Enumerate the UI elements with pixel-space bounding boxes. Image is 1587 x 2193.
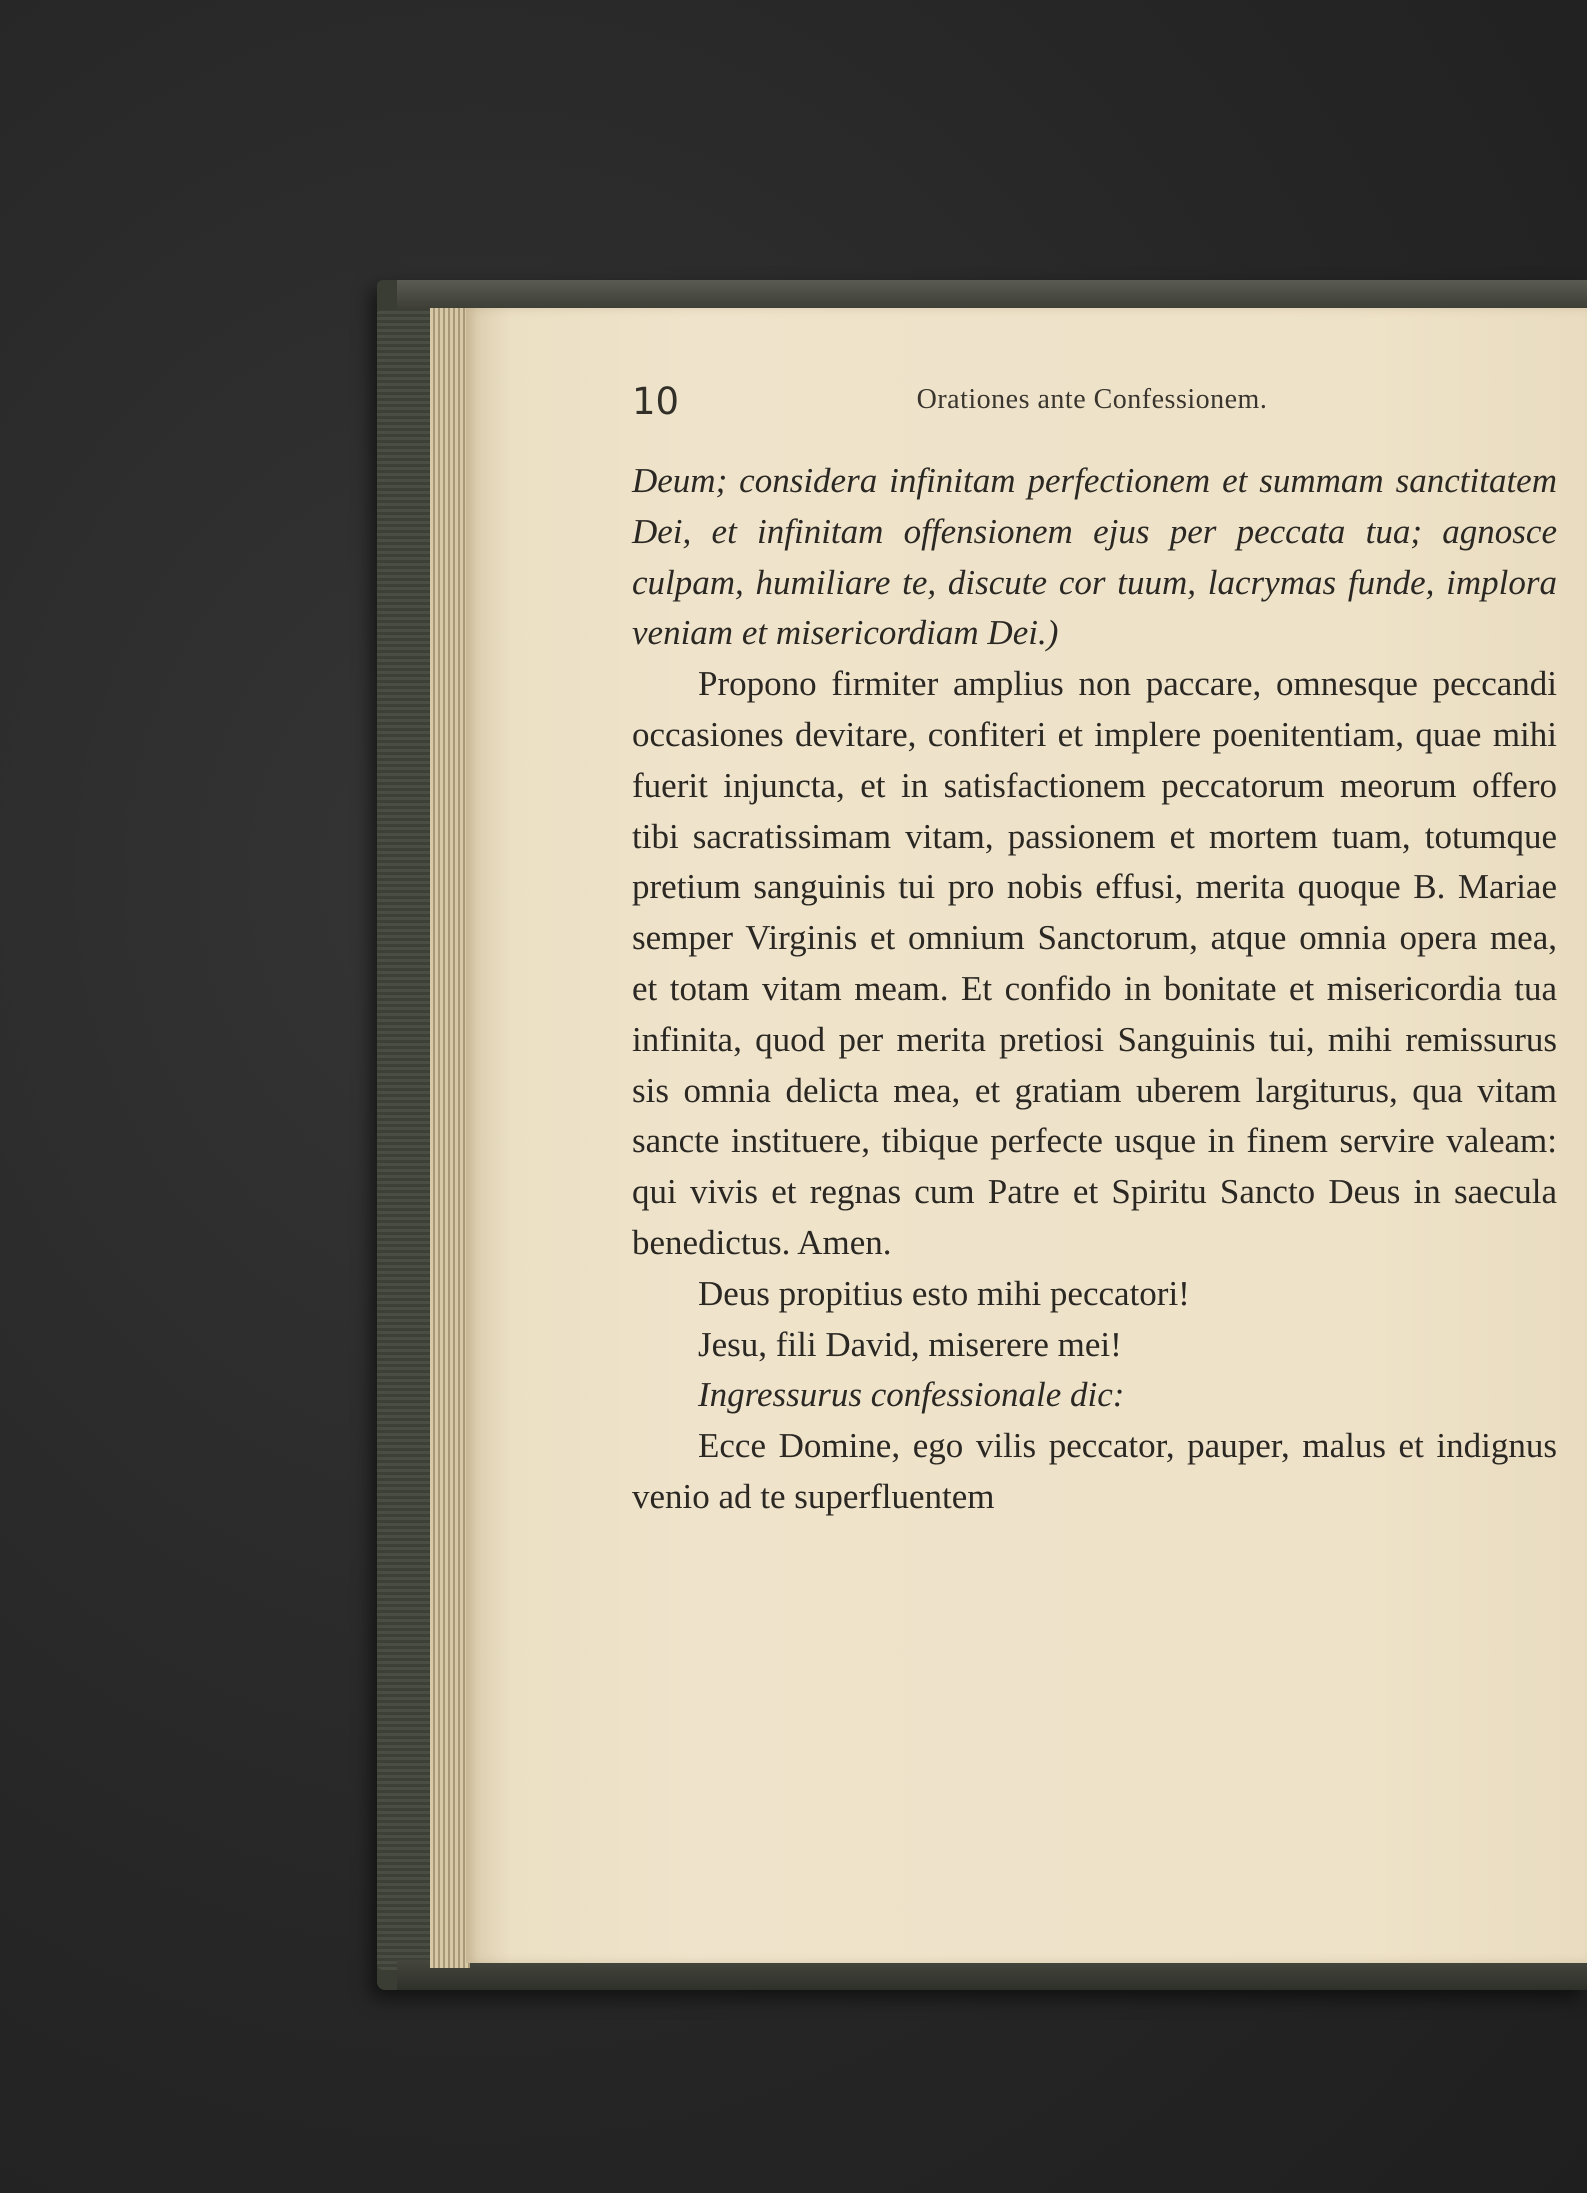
invocation-line: Jesu, fili David, miserere mei! (698, 1324, 1122, 1364)
cover-bottom-edge (397, 1960, 1587, 1990)
running-title: Orationes ante Confessionem. (916, 384, 1268, 415)
page-number: 10 (632, 380, 680, 423)
prayer-paragraph: Propono firmiter amplius non paccare, omnesque peccandi occasiones devitare, confiteri et implere poenitentiam, quae mihi fuerit injuncta, et in satisfactionem peccatorum meorum offero tibi sacratissimam vitam, passionem et mortem tuam, totumque pretium sanguinis tui pro nobis effusi, merita quoque B. Mariae semper Virginis et omnium Sanctorum, atque omnia opera mea, et totam vitam meam. Et confido in bonitate et misericordia tua infinita, quod per merita pretiosi Sanguinis tui, mihi remissurus sis omnia delicta mea, et gratiam uberem largiturus, qua vitam sancte instituere, tibique perfecte usque in finem servire valeam: qui vivis et regnas cum Patre et Spiritu Sancto Deus in saecula benedictus. Amen. (632, 664, 1557, 1262)
book-page (466, 308, 1587, 1963)
intro-instruction: Deum; considera infinitam perfectionem et summam sanctitatem Dei, et infinitam offensionem ejus per peccata tua; agnosce culpam, humiliare te, discute cor tuum, lacrymas funde, implora veniam et misericordiam Dei.) (632, 461, 1557, 653)
closing-paragraph: Ecce Domine, ego vilis peccator, pauper, malus et indignus venio ad te superfluentem (632, 1426, 1557, 1516)
rubric-line: Ingressurus confessionale dic: (698, 1375, 1125, 1415)
cover-top-edge (397, 280, 1587, 310)
book-spine (377, 310, 437, 1970)
invocation-line: Deus propitius esto mihi peccatori! (698, 1273, 1190, 1313)
page-edges (430, 308, 470, 1968)
page-text (632, 456, 1557, 1523)
page-header (632, 380, 1552, 426)
